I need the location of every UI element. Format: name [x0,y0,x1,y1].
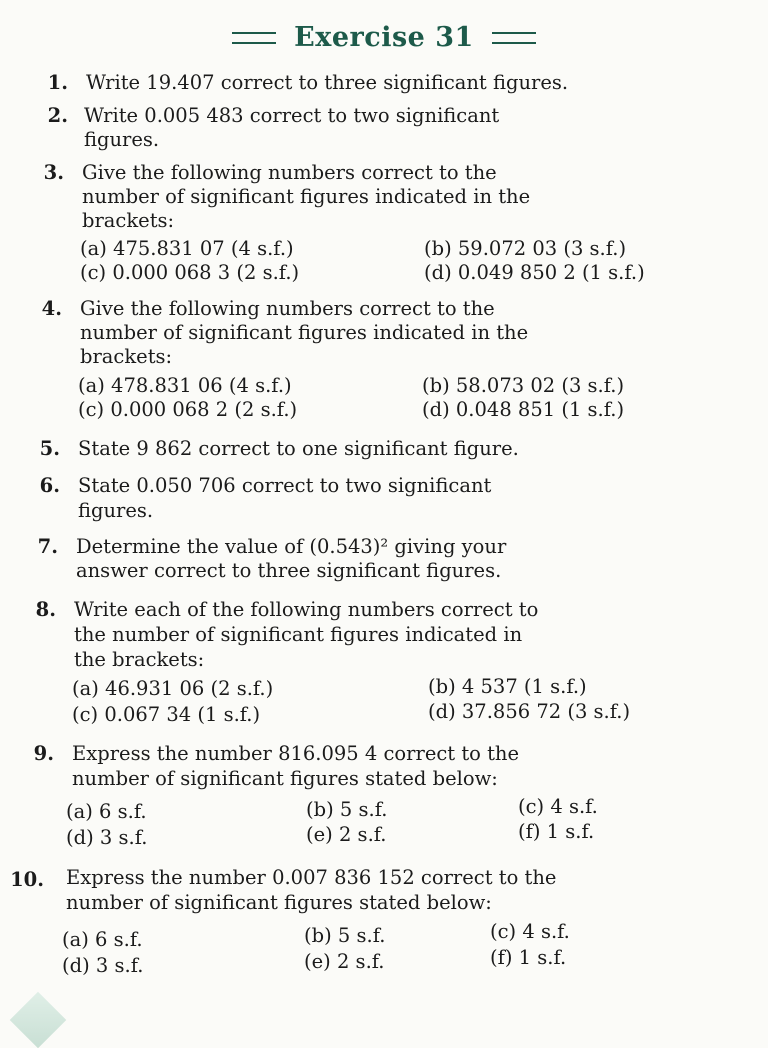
question-text: Express the number 0.007 836 152 correct to the [66,866,557,889]
question-number: 6. [39,474,60,497]
title-rule-left [232,32,276,44]
option: (a) 46.931 06 (2 s.f.) [72,677,274,700]
question-text: Write 0.005 483 correct to two significant [84,104,500,127]
option: (a) 478.831 06 (4 s.f.) [78,374,292,397]
question-text: brackets: [82,209,175,232]
option: (d) 3 s.f. [66,826,148,849]
option: (a) 6 s.f. [66,800,147,823]
option: (a) 475.831 07 (4 s.f.) [80,237,294,260]
question-number: 8. [35,598,56,621]
option: (b) 5 s.f. [304,924,386,947]
option: (c) 0.000 068 3 (2 s.f.) [80,261,300,284]
option: (c) 0.067 34 (1 s.f.) [72,703,261,726]
question-text: Determine the value of (0.543)² giving your [76,535,507,558]
question-text: State 9 862 correct to one significant figure. [78,437,519,460]
question-text: number of significant figures stated below: [66,891,492,914]
question-text: Give the following numbers correct to the [80,297,495,320]
question-text: number of significant figures stated below: [72,767,498,790]
option: (d) 0.049 850 2 (1 s.f.) [424,261,645,284]
question-number: 9. [33,742,54,765]
option: (d) 0.048 851 (1 s.f.) [422,398,625,421]
option: (e) 2 s.f. [304,950,385,973]
question-number: 3. [43,161,64,184]
question-number: 7. [37,535,58,558]
question-number: 4. [41,297,62,320]
question-text: State 0.050 706 correct to two significant [78,474,492,497]
option: (a) 6 s.f. [62,928,143,951]
question-text: Express the number 816.095 4 correct to the [72,742,520,765]
title-row [0,22,768,53]
option: (c) 4 s.f. [518,795,598,818]
question-text: answer correct to three significant figures. [76,559,502,582]
option: (b) 58.073 02 (3 s.f.) [422,374,625,397]
option: (b) 59.072 03 (3 s.f.) [424,237,627,260]
option: (d) 37.856 72 (3 s.f.) [428,700,631,723]
option: (c) 0.000 068 2 (2 s.f.) [78,398,298,421]
option: (e) 2 s.f. [306,823,387,846]
question-text: the number of significant figures indicated in [74,623,523,646]
title-rule-right [492,32,536,44]
decorative-corner [10,992,67,1048]
question-number: 2. [47,104,68,127]
option: (d) 3 s.f. [62,954,144,977]
option: (c) 4 s.f. [490,920,570,943]
question-text: Give the following numbers correct to the [82,161,497,184]
question-text: number of significant figures indicated in the [80,321,529,344]
question-text: number of significant figures indicated in the [82,185,531,208]
option: (b) 4 537 (1 s.f.) [428,675,587,698]
question-number: 5. [39,437,60,460]
question-number: 1. [47,71,68,94]
page-title: Exercise 31 [294,22,474,53]
question-text: figures. [84,128,160,151]
question-number: 10. [10,868,44,891]
question-text: Write each of the following numbers correct to [74,598,539,621]
question-text: the brackets: [74,648,205,671]
option: (f) 1 s.f. [518,820,595,843]
option: (f) 1 s.f. [490,946,567,969]
question-text: brackets: [80,345,173,368]
question-text: Write 19.407 correct to three significant figures. [86,71,569,94]
option: (b) 5 s.f. [306,798,388,821]
question-text: figures. [78,499,154,522]
